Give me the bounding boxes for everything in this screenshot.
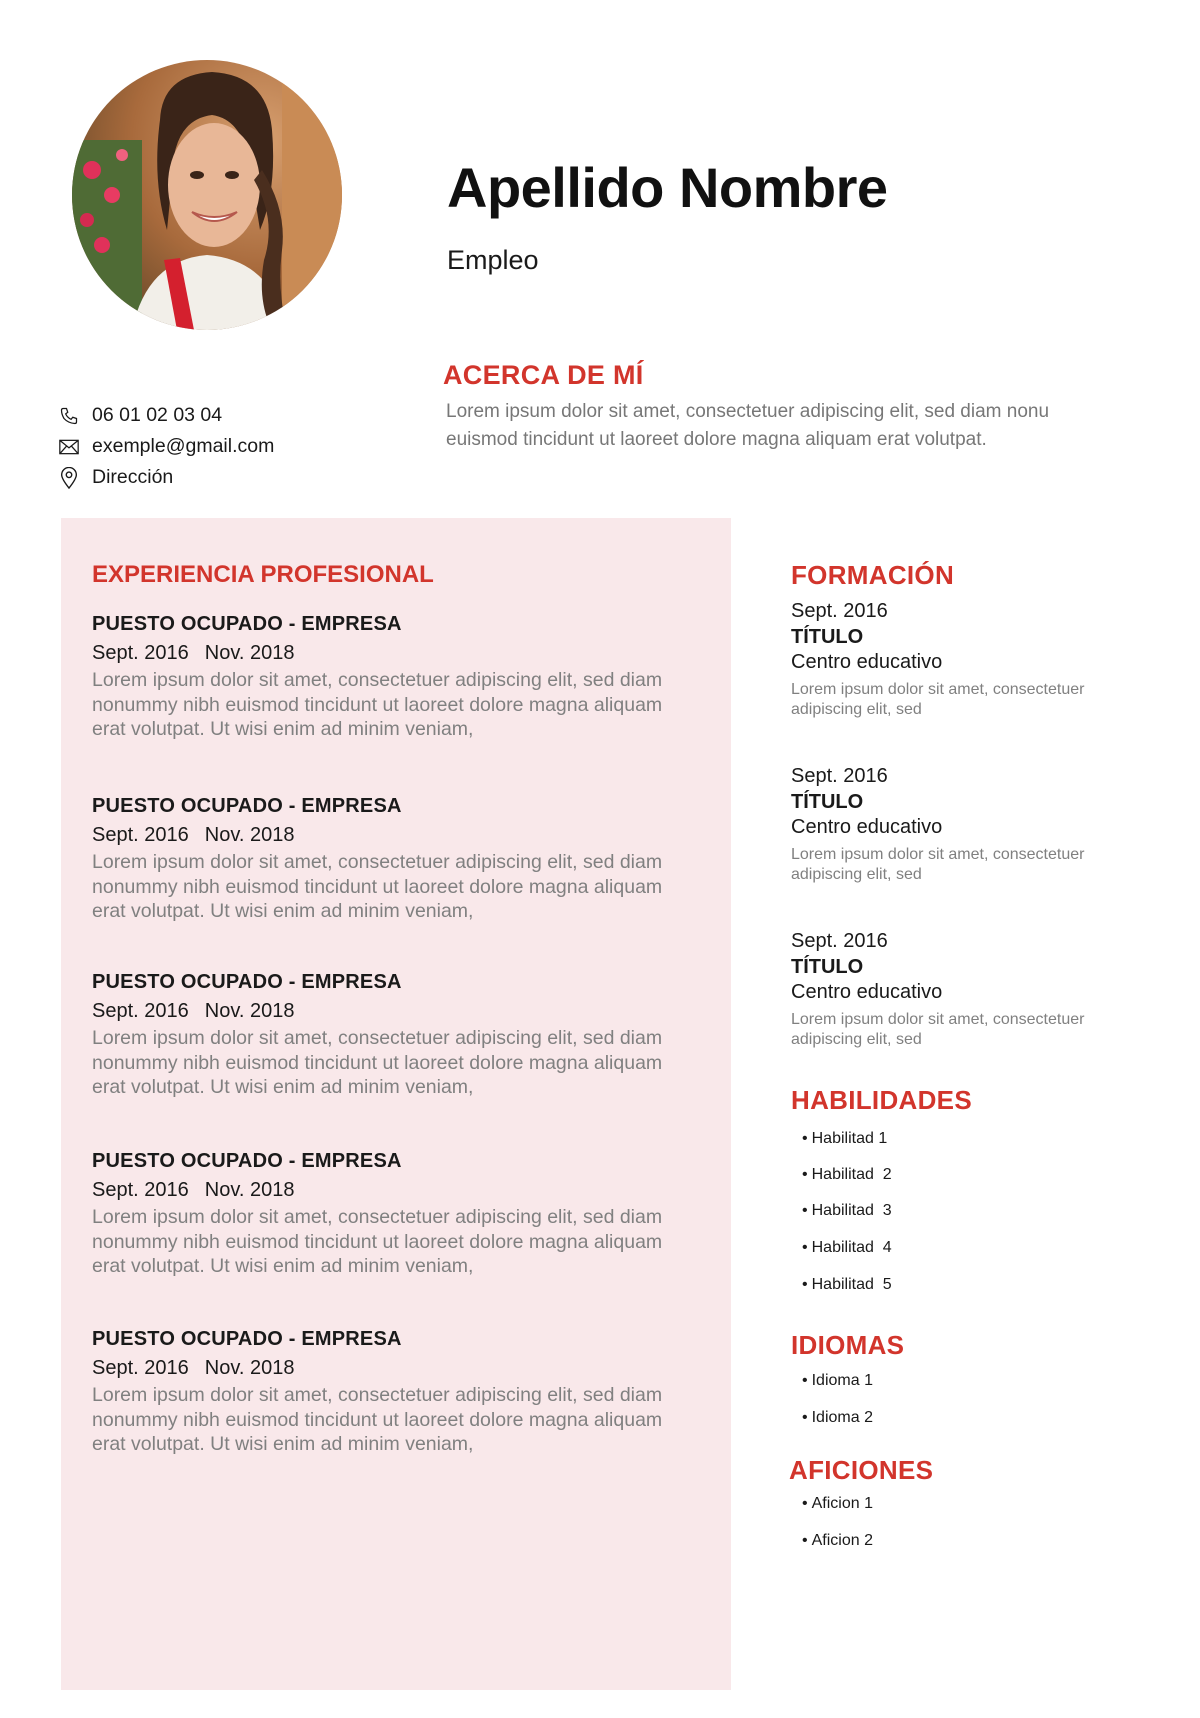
experience-panel [61,518,731,1690]
job-end-date: Nov. 2018 [204,1357,295,1379]
education-item [791,598,1121,720]
job-start-date: Sept. 2016 [92,1000,189,1022]
job-start-date: Sept. 2016 [92,824,189,846]
candidate-name: Apellido Nombre [447,156,888,219]
skill-item: • Habilitad 2 [802,1166,892,1183]
language-item: • Idioma 1 [802,1372,873,1389]
phone-icon [58,405,80,427]
education-date: Sept. 2016 [791,930,888,952]
language-item: • Idioma 2 [802,1409,873,1426]
hobby-item: • Aficion 2 [802,1532,873,1549]
languages-heading: IDIOMAS [791,1330,905,1360]
contact-block [58,400,274,493]
education-date: Sept. 2016 [791,765,888,787]
job-description: Lorem ipsum dolor sit amet, consectetuer adipiscing elit, sed diam nonummy nibh euismod tincidunt ut laoreet dolore magna aliquam erat volutpat. Ut wisi enim ad minim veniam, [92,851,663,922]
education-center: Centro educativo [791,816,943,838]
contact-phone[interactable] [58,400,274,431]
job-description: Lorem ipsum dolor sit amet, consectetuer adipiscing elit, sed diam nonummy nibh euismod tincidunt ut laoreet dolore magna aliquam erat volutpat. Ut wisi enim ad minim veniam, [92,1027,663,1098]
job-dates [92,639,672,667]
job-position: PUESTO OCUPADO - EMPRESA [92,1328,402,1350]
hobby-item: • Aficion 1 [802,1495,873,1512]
education-description: Lorem ipsum dolor sit amet, consectetuer adipiscing elit, sed [791,681,1085,718]
location-pin-icon [58,467,80,489]
job-dates [92,1176,672,1204]
skill-item: • Habilitad 4 [802,1239,892,1256]
job-end-date: Nov. 2018 [204,824,295,846]
address-text: Dirección [92,466,174,488]
hobbies-heading: AFICIONES [789,1455,934,1485]
about-text: Lorem ipsum dolor sit amet, consectetuer adipiscing elit, sed diam nonu euismod tincidunt ut laoreet dolore magna aliquam erat volutpat. [446,401,1050,450]
skill-item: • Habilitad 1 [802,1130,888,1147]
education-center: Centro educativo [791,651,943,673]
education-heading: FORMACIÓN [791,560,955,590]
job-end-date: Nov. 2018 [204,1000,295,1022]
education-title: TÍTULO [791,791,864,813]
job-start-date: Sept. 2016 [92,642,189,664]
job-start-date: Sept. 2016 [92,1179,189,1201]
job-position: PUESTO OCUPADO - EMPRESA [92,613,402,635]
job-description: Lorem ipsum dolor sit amet, consectetuer adipiscing elit, sed diam nonummy nibh euismod tincidunt ut laoreet dolore magna aliquam erat volutpat. Ut wisi enim ad minim veniam, [92,1206,663,1277]
email-address: exemple@gmail.com [92,435,275,457]
experience-heading: EXPERIENCIA PROFESIONAL [92,561,434,588]
about-heading: ACERCA DE MÍ [443,360,644,390]
job-description: Lorem ipsum dolor sit amet, consectetuer adipiscing elit, sed diam nonummy nibh euismod tincidunt ut laoreet dolore magna aliquam erat volutpat. Ut wisi enim ad minim veniam, [92,1384,663,1455]
contact-address [58,462,274,493]
mail-icon [58,436,80,458]
skills-heading: HABILIDADES [791,1085,972,1115]
education-title: TÍTULO [791,626,864,648]
job-dates [92,997,672,1025]
education-description: Lorem ipsum dolor sit amet, consectetuer adipiscing elit, sed [791,1011,1085,1048]
job-end-date: Nov. 2018 [204,1179,295,1201]
job-start-date: Sept. 2016 [92,1357,189,1379]
phone-number: 06 01 02 03 04 [92,404,223,426]
skill-item: • Habilitad 5 [802,1276,892,1293]
job-position: PUESTO OCUPADO - EMPRESA [92,1150,402,1172]
profile-photo [72,60,342,330]
experience-item [92,1326,672,1457]
experience-item [92,793,672,924]
job-description: Lorem ipsum dolor sit amet, consectetuer adipiscing elit, sed diam nonummy nibh euismod tincidunt ut laoreet dolore magna aliquam erat volutpat. Ut wisi enim ad minim veniam, [92,669,663,740]
education-description: Lorem ipsum dolor sit amet, consectetuer adipiscing elit, sed [791,846,1085,883]
skill-item: • Habilitad 3 [802,1202,892,1219]
experience-item [92,1148,672,1279]
job-dates [92,1354,672,1382]
experience-item [92,611,672,742]
job-position: PUESTO OCUPADO - EMPRESA [92,795,402,817]
contact-email[interactable] [58,431,274,462]
experience-item [92,969,672,1100]
education-item [791,763,1121,885]
education-item [791,928,1121,1050]
job-title: Empleo [447,245,539,275]
job-end-date: Nov. 2018 [204,642,295,664]
job-position: PUESTO OCUPADO - EMPRESA [92,971,402,993]
education-title: TÍTULO [791,956,864,978]
education-date: Sept. 2016 [791,600,888,622]
education-center: Centro educativo [791,981,943,1003]
job-dates [92,821,672,849]
